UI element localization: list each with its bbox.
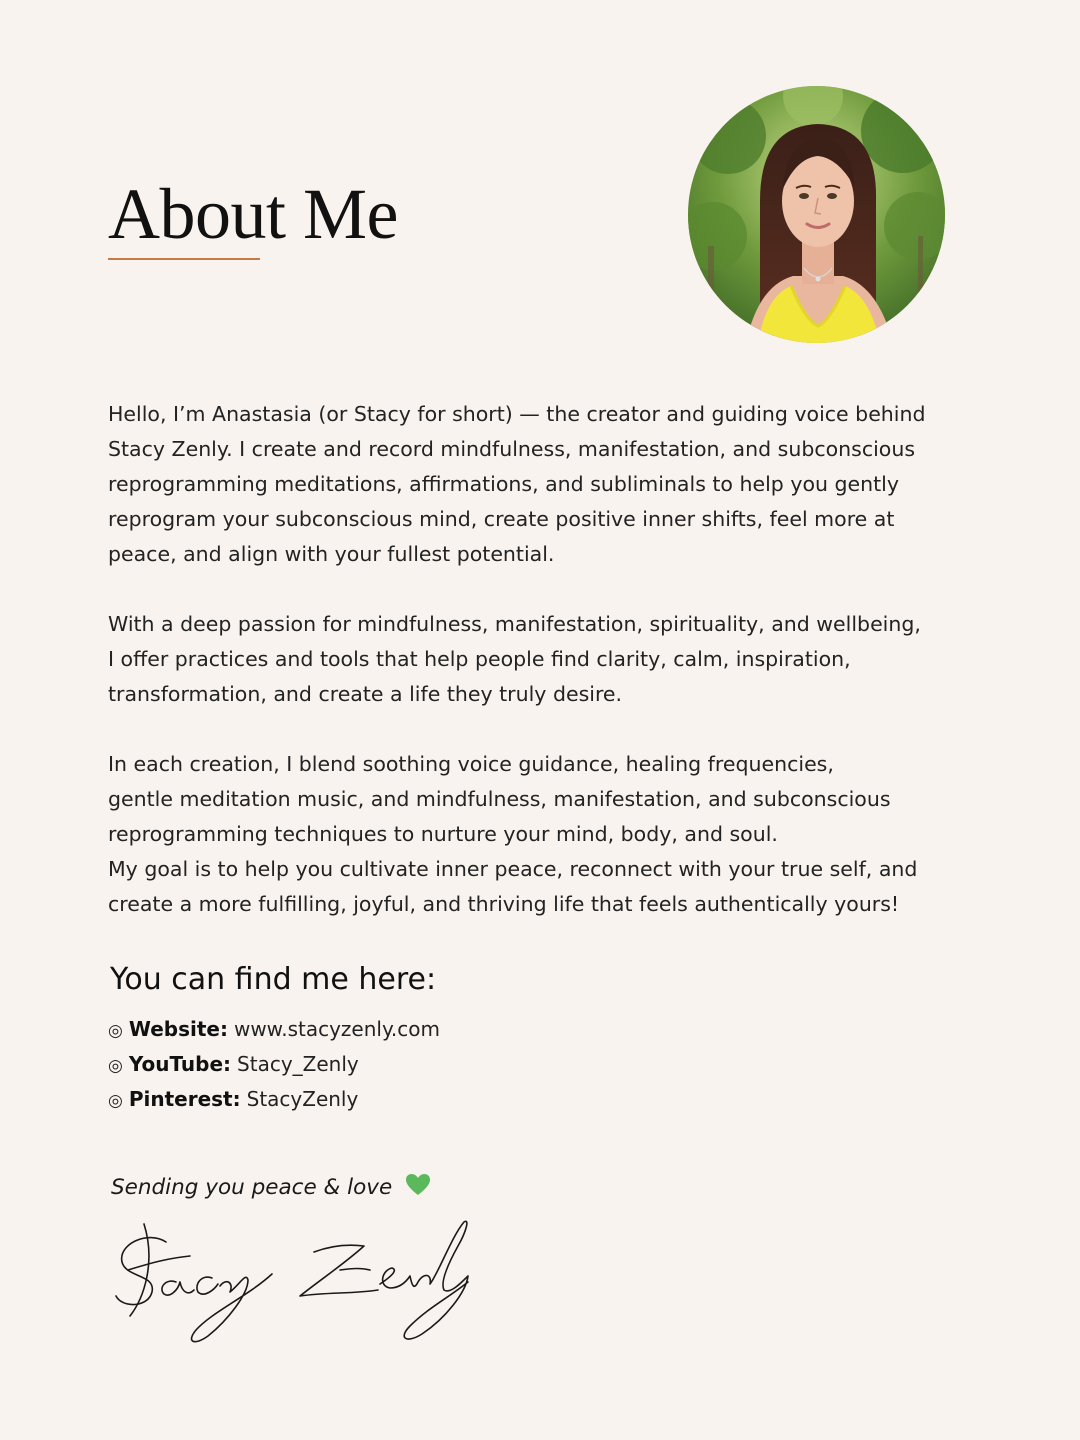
website-label: Website: [128, 1017, 228, 1041]
social-links-list [108, 1013, 440, 1118]
find-me-heading: You can find me here: [110, 962, 437, 997]
bio-line: reprogram your subconscious mind, create positive inner shifts, feel more at [108, 507, 895, 531]
circle-bullet-icon: ◎ [108, 1021, 123, 1041]
bio-section [108, 397, 958, 957]
pinterest-label: Pinterest: [128, 1087, 241, 1111]
bio-line: reprogramming meditations, affirmations, and subliminals to help you gently [108, 472, 899, 496]
bio-line: I offer practices and tools that help people find clarity, calm, inspiration, [108, 647, 851, 671]
bio-line: With a deep passion for mindfulness, manifestation, spirituality, and wellbeing, [108, 612, 921, 636]
bio-line: reprogramming techniques to nurture your mind, body, and soul. [108, 822, 778, 846]
youtube-value[interactable]: Stacy_Zenly [237, 1052, 359, 1076]
bio-line: peace, and align with your fullest potential. [108, 542, 555, 566]
title-underline [108, 258, 260, 260]
bio-line: gentle meditation music, and mindfulness, manifestation, and subconscious [108, 787, 891, 811]
bio-line: create a more fulfilling, joyful, and thriving life that feels authentically yours! [108, 892, 900, 916]
circle-bullet-icon: ◎ [108, 1091, 123, 1111]
bio-paragraph-3 [108, 747, 958, 922]
green-heart-icon [405, 1173, 431, 1209]
bio-line: Hello, I’m Anastasia (or Stacy for short) — the creator and guiding voice behind [108, 402, 926, 426]
bio-paragraph-2 [108, 607, 958, 712]
profile-photo-illustration [688, 86, 945, 343]
signoff-text: Sending you peace & love [111, 1175, 393, 1200]
pinterest-link-item[interactable] [108, 1083, 440, 1118]
profile-photo [688, 86, 945, 343]
circle-bullet-icon: ◎ [108, 1056, 123, 1076]
pinterest-value[interactable]: StacyZenly [246, 1087, 359, 1111]
website-link-item[interactable] [108, 1013, 440, 1048]
bio-line: My goal is to help you cultivate inner peace, reconnect with your true self, and [108, 857, 918, 881]
youtube-link-item[interactable] [108, 1048, 440, 1083]
website-value[interactable]: www.stacyzenly.com [233, 1017, 441, 1041]
page-title: About Me [108, 174, 398, 254]
bio-line: transformation, and create a life they truly desire. [108, 682, 623, 706]
handwritten-signature [108, 1212, 478, 1357]
bio-line: Stacy Zenly. I create and record mindfulness, manifestation, and subconscious [108, 437, 915, 461]
signoff-line [111, 1170, 431, 1209]
bio-paragraph-1 [108, 397, 958, 572]
youtube-label: YouTube: [128, 1052, 232, 1076]
bio-line: In each creation, I blend soothing voice guidance, healing frequencies, [108, 752, 834, 776]
